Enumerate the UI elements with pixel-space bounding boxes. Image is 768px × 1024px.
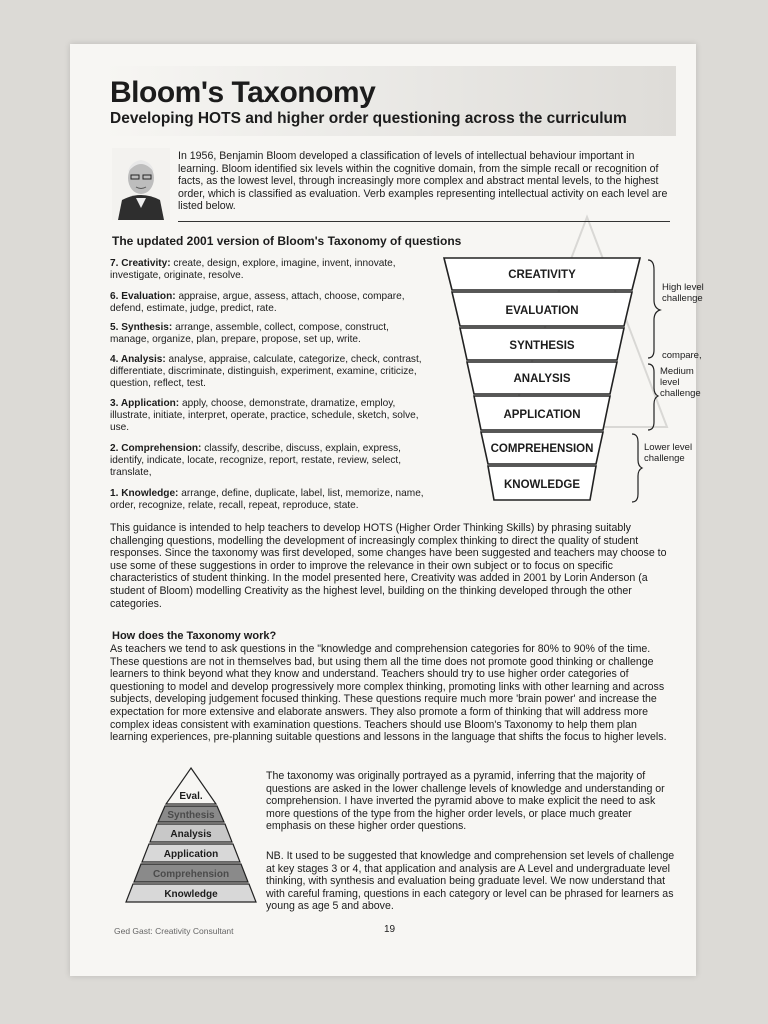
level-application: 3. Application: apply, choose, demonstrate, dramatize, employ, illustrate, initiate, interpret, operate, practice, schedule, sketch, solve, use. bbox=[110, 398, 419, 433]
guidance-paragraph: This guidance is intended to help teachers to develop HOTS (Higher Order Thinking Skills) by phrasing suitably challenging questions, modelling the development of increasingly complex thinking to direct the quality of student responses. Since the taxonomy was first developed, some changes have been suggested and teachers may choose to use some of these suggestions in order to improve the relevance in their own subject or to focus on specific characteristics of student thinking. In the model presented here, Creativity was added in 2001 by Lorin Anderson (a student of Bloom) modelling Creativity as the highest level, building on the thinking developed through the other categories. bbox=[110, 522, 667, 610]
mini-application: Application bbox=[163, 849, 219, 860]
intro-paragraph: In 1956, Benjamin Bloom developed a classification of levels of intellectual behaviour important in learning. Bloom identified six levels within the cognitive domain, from the simple recall or recognition of facts, as the lowest level, through increasingly more complex and abstract mental levels, to the highest order, which is classified as evaluation. Verb examples representing intellectual activity on each level are listed below. bbox=[178, 150, 668, 213]
lower-level-label: Lower level challenge bbox=[644, 442, 693, 464]
mini-knowledge: Knowledge bbox=[164, 889, 218, 900]
medium-level-label: Medium level challenge bbox=[660, 366, 701, 399]
level-analysis: 4. Analysis: analyse, appraise, calculate, categorize, check, contrast, differentiate, discriminate, distinguish, experiment, examine, criticize, question, reflect, test. bbox=[110, 354, 422, 389]
page-number: 19 bbox=[384, 924, 396, 935]
how-heading: How does the Taxonomy work? bbox=[112, 630, 277, 642]
pyramid-note: The taxonomy was originally portrayed as a pyramid, inferring that the majority of questions are asked in the lower challenge levels of knowledge and understanding or comprehension. I have inverted the pyramid above to make explicit the need to ask more questions of the type from the higher order levels, or place much greater emphasis on these higher order questions. bbox=[266, 770, 665, 833]
pyramid-analysis: ANALYSIS bbox=[513, 373, 571, 385]
pyramid-comprehension: COMPREHENSION bbox=[490, 443, 594, 455]
high-level-label: High level challenge bbox=[662, 282, 704, 304]
level-evaluation: 6. Evaluation: appraise, argue, assess, attach, choose, compare, defend, estimate, judge, predict, rate. bbox=[110, 291, 405, 314]
pyramid-creativity: CREATIVITY bbox=[508, 269, 576, 281]
level-comprehension: 2. Comprehension: classify, describe, discuss, explain, express, identify, indicate, locate, recognize, report, restate, review, select, translate, bbox=[110, 443, 401, 478]
mini-synthesis: Synthesis bbox=[167, 810, 215, 821]
section-title: The updated 2001 version of Bloom's Taxonomy of questions bbox=[112, 234, 462, 248]
pyramid-knowledge: KNOWLEDGE bbox=[503, 479, 581, 491]
page-title: Bloom's Taxonomy bbox=[110, 76, 376, 109]
traditional-pyramid bbox=[118, 766, 264, 926]
high-level-brace bbox=[648, 260, 660, 358]
benjamin-bloom-portrait bbox=[112, 148, 170, 220]
lower-level-brace bbox=[632, 434, 642, 502]
page-subtitle: Developing HOTS and higher order questioning across the curriculum bbox=[110, 110, 627, 127]
mini-analysis: Analysis bbox=[170, 829, 212, 840]
mini-eval: Eval. bbox=[179, 791, 203, 802]
nb-note: NB. It used to be suggested that knowledge and comprehension set levels of challenge at key stages 3 or 4, that application and analysis are A Level and undergraduate level thinking, with synthesis and evaluation being graduate level. We now understand that with careful framing, questions in each category or level can be phrased for learners as young as age 5 and above. bbox=[266, 850, 675, 913]
level-creativity: 7. Creativity: create, design, explore, imagine, invent, innovate, investigate, originate, resolve. bbox=[110, 258, 396, 281]
medium-level-brace bbox=[648, 364, 658, 430]
document-page bbox=[70, 44, 704, 976]
level-knowledge: 1. Knowledge: arrange, define, duplicate, label, list, memorize, name, order, recognize, relate, recall, repeat, reproduce, state. bbox=[110, 488, 424, 511]
pyramid-evaluation: EVALUATION bbox=[505, 305, 579, 317]
mini-comprehension: Comprehension bbox=[152, 869, 230, 880]
compare-annotation: compare, bbox=[662, 350, 702, 361]
level-synthesis: 5. Synthesis: arrange, assemble, collect, compose, construct, manage, organize, plan, prepare, propose, set up, write. bbox=[110, 322, 389, 345]
divider bbox=[178, 221, 670, 222]
pyramid-synthesis: SYNTHESIS bbox=[509, 340, 575, 352]
footer-credit: Ged Gast: Creativity Consultant bbox=[114, 926, 234, 936]
pyramid-application: APPLICATION bbox=[503, 409, 581, 421]
how-paragraph: As teachers we tend to ask questions in the "knowledge and comprehension categories for 80% to 90% of the time. These questions are not in themselves bad, but using them all the time does not promote good thinking or challenge learners to think beyond what they know and understand. Teachers should try to use higher order categories of questioning to model and develop progressively more complex thinking, promoting links with other learning and across subjects, developing judgement focused thinking. These questions require much more 'brain power' and increase the expectation for more extensive and elaborate answers. They also promote a form of thinking that will address more complex ideas consistent with examination questions. Teachers should use Bloom's Taxonomy to help them plan learning experiences, pre-planning suitable questions and lessons in the language that shifts the focus to higher levels. bbox=[110, 643, 667, 744]
